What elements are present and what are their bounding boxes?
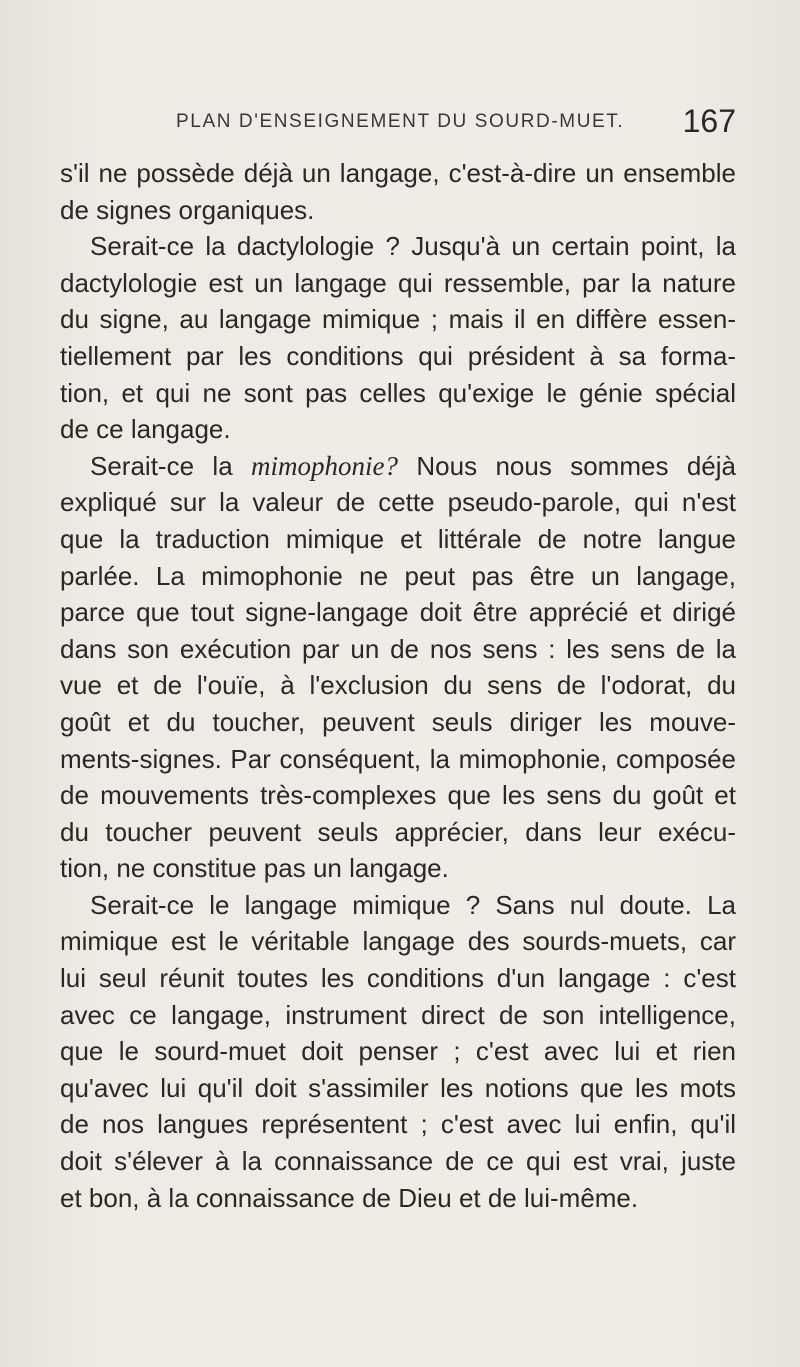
- text-line: ments-signes. Par conséquent, la mimophonie, composée: [60, 743, 736, 774]
- text-line: parlée. La mimophonie ne peut pas être un langage,: [60, 560, 736, 591]
- text-line: dactylologie est un langage qui ressemble, par la nature: [60, 267, 736, 298]
- line-segment: Serait-ce la: [90, 450, 252, 481]
- text-line: goût et du toucher, peuvent seuls diriger les mouve-: [60, 706, 736, 737]
- running-title: PLAN D'ENSEIGNEMENT DU SOURD-MUET.: [176, 111, 625, 132]
- text-line: que le sourd-muet doit penser ; c'est avec lui et rien: [60, 1036, 736, 1067]
- italic-term: mimophonie?: [251, 450, 399, 481]
- text-line: vue et de l'ouïe, à l'exclusion du sens de l'odorat, du: [60, 670, 736, 701]
- body-text: [60, 155, 736, 1216]
- text-line: de ce langage.: [60, 414, 231, 445]
- text-line: lui seul réunit toutes les conditions d'un langage : c'est: [60, 963, 736, 994]
- text-line: mimique est le véritable langage des sourds-muets, car: [60, 926, 736, 957]
- paragraph-start-line: Serait-ce la dactylologie ? Jusqu'à un certain point, la: [90, 231, 736, 262]
- text-line: du toucher peuvent seuls apprécier, dans leur exécu-: [60, 816, 736, 847]
- paragraph-start-line: [60, 448, 736, 485]
- text-line: avec ce langage, instrument direct de son intelligence,: [60, 999, 736, 1030]
- page-number: 167: [682, 103, 736, 139]
- text-line: de nos langues représentent ; c'est avec lui enfin, qu'il: [60, 1109, 736, 1140]
- text-line: que la traduction mimique et littérale de notre langue: [60, 523, 736, 554]
- line-segment: Nous nous sommes déjà: [398, 450, 736, 481]
- text-line: de mouvements très-complexes que les sens du goût et: [60, 780, 736, 811]
- text-line: expliqué sur la valeur de cette pseudo-parole, qui n'est: [60, 487, 736, 518]
- text-line: s'il ne possède déjà un langage, c'est-à-dire un ensemble: [60, 158, 736, 188]
- text-line: doit s'élever à la connaissance de ce qui est vrai, juste: [60, 1146, 736, 1177]
- text-line: de signes organiques.: [60, 194, 315, 225]
- text-line: du signe, au langage mimique ; mais il en diffère essen-: [60, 304, 736, 335]
- text-line: tion, et qui ne sont pas celles qu'exige le génie spécial: [60, 377, 736, 408]
- text-line: tiellement par les conditions qui président à sa forma-: [60, 340, 736, 371]
- text-line: qu'avec lui qu'il doit s'assimiler les notions que les mots: [60, 1072, 736, 1103]
- page-header: [176, 103, 736, 143]
- text-line: dans son exécution par un de nos sens : les sens de la: [60, 633, 736, 664]
- paragraph-start-line: Serait-ce le langage mimique ? Sans nul doute. La: [90, 889, 736, 920]
- text-line: et bon, à la connaissance de Dieu et de lui-même.: [60, 1182, 639, 1213]
- text-line: tion, ne constitue pas un langage.: [60, 853, 449, 884]
- text-line: parce que tout signe-langage doit être apprécié et dirigé: [60, 597, 736, 628]
